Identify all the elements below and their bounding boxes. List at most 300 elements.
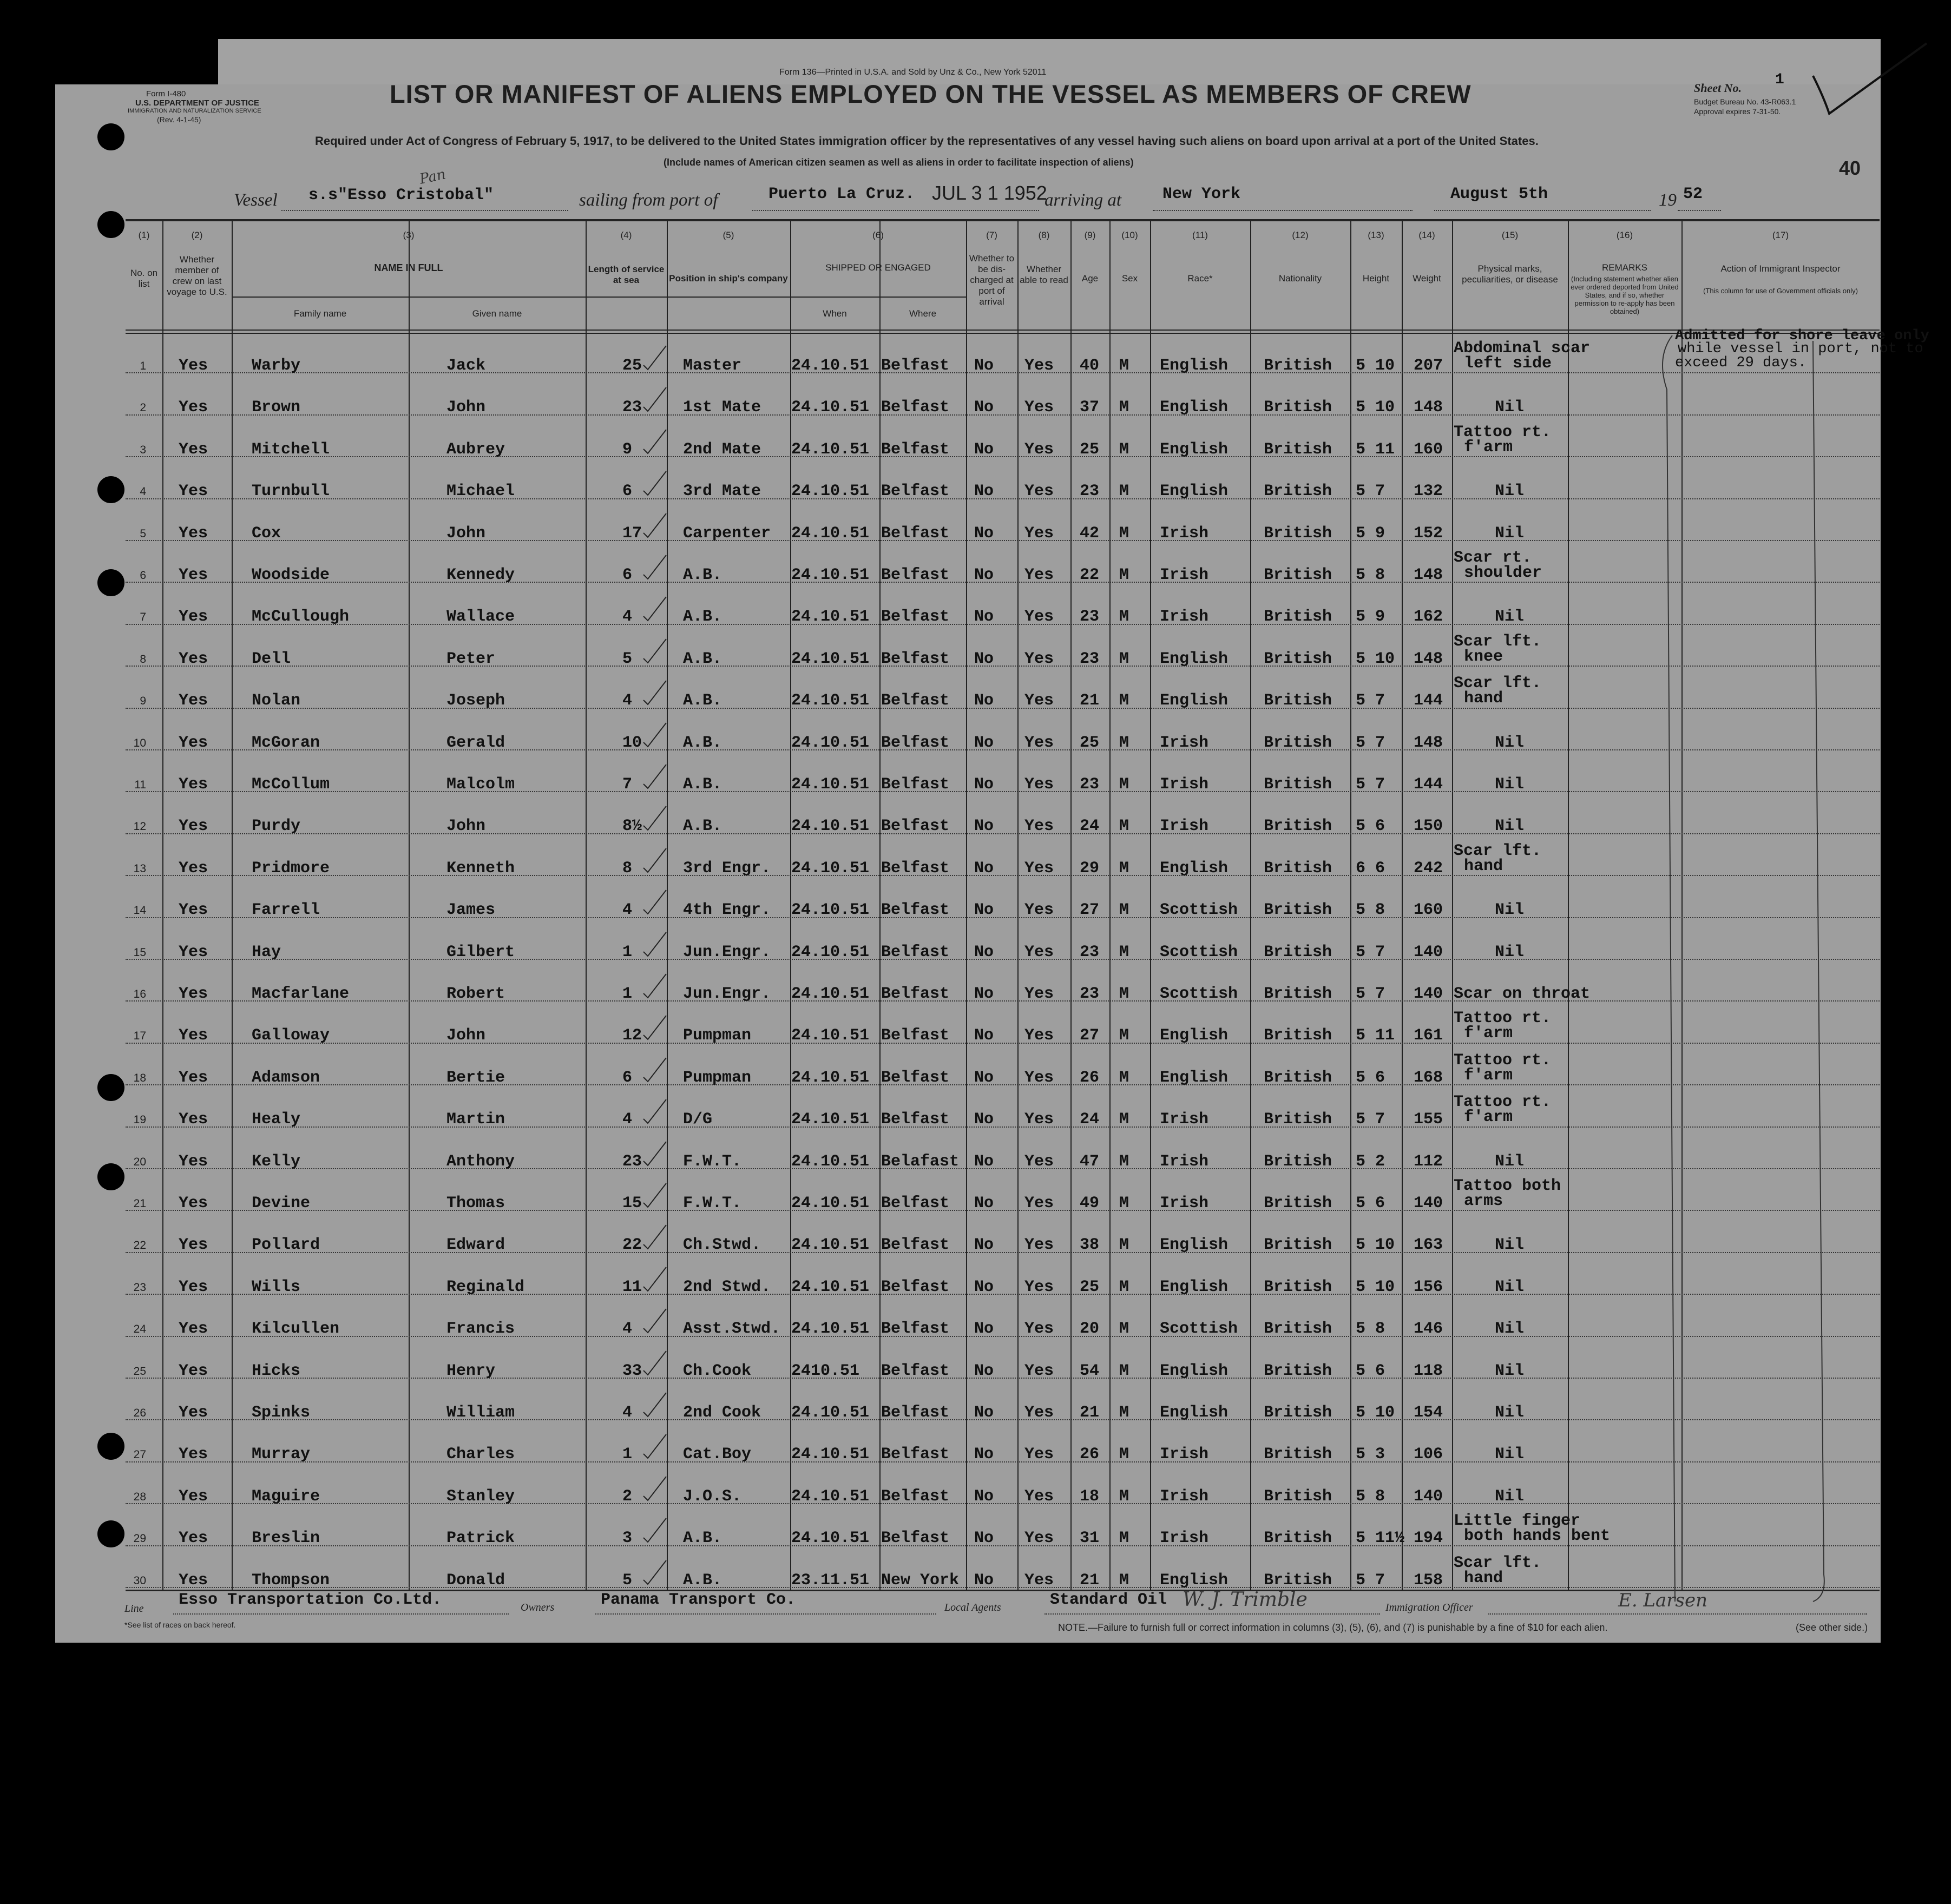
cell-service: 6 — [622, 482, 633, 501]
cell-prev-voyage: Yes — [179, 1068, 208, 1087]
cell-prev-voyage: Yes — [179, 1152, 208, 1171]
column-rule — [1250, 219, 1251, 1590]
punch-hole — [97, 123, 124, 150]
cell-physical-marks: Scar lft. — [1454, 632, 1542, 651]
year-underline — [1678, 210, 1721, 211]
cell-prev-voyage: Yes — [179, 440, 208, 459]
check-tick-icon — [641, 1181, 668, 1208]
form-revision: (Rev. 4-1-45) — [157, 115, 201, 124]
cell-weight: 118 — [1414, 1361, 1443, 1380]
cell-where: Belfast — [881, 440, 950, 459]
row-number: 17 — [133, 1030, 146, 1043]
cell-service: 33 — [622, 1361, 642, 1380]
column-number: (17) — [1772, 230, 1789, 240]
check-tick-icon — [641, 1097, 668, 1124]
cell-height: 5 2 — [1356, 1152, 1385, 1171]
cell-race: English — [1160, 357, 1229, 375]
cell-where: Belfast — [881, 859, 950, 878]
printer-line: Form 136—Printed in U.S.A. and Sold by Unz & Co., New York 52011 — [779, 68, 1047, 77]
vessel-label: Vessel — [234, 190, 278, 210]
column-number: (14) — [1418, 230, 1435, 240]
cell-race: English — [1160, 1361, 1229, 1380]
cell-able-to-read: Yes — [1024, 1487, 1054, 1506]
cell-when: 24.10.51 — [791, 943, 870, 961]
cell-physical-marks: Abdominal scar — [1454, 339, 1591, 358]
row-number: 19 — [133, 1114, 146, 1126]
check-tick-icon — [641, 1223, 668, 1250]
cell-able-to-read: Yes — [1024, 733, 1054, 752]
cell-when: 2410.51 — [791, 1361, 860, 1380]
cell-given-name: John — [446, 398, 486, 417]
cell-position: A.B. — [683, 775, 722, 794]
owners-underline — [595, 1613, 936, 1615]
cell-age: 20 — [1080, 1320, 1100, 1339]
officer-underline — [1488, 1613, 1867, 1615]
cell-able-to-read: Yes — [1024, 1404, 1054, 1422]
row-rule — [126, 456, 1880, 457]
column-position: Position in ship's company — [669, 273, 788, 284]
cell-physical-marks-2: knee — [1464, 647, 1503, 666]
row-rule — [126, 1210, 1880, 1211]
cell-given-name: Michael — [446, 482, 515, 501]
cell-discharge: No — [974, 775, 994, 794]
column-prev-voyage: Whether member of crew on last voyage to U.S. — [167, 254, 227, 297]
cell-discharge: No — [974, 1320, 994, 1339]
action-bracket — [1802, 335, 1845, 1634]
cell-when: 24.10.51 — [791, 1320, 870, 1339]
cell-sex: M — [1119, 608, 1129, 627]
cell-age: 37 — [1080, 398, 1100, 417]
cell-physical-marks: Tattoo rt. — [1454, 1051, 1552, 1070]
cell-sex: M — [1119, 1194, 1129, 1213]
cell-race: Irish — [1160, 775, 1209, 794]
date-stamp: JUL 3 1 1952 — [932, 182, 1047, 204]
cell-given-name: Patrick — [446, 1529, 515, 1548]
column-number: (3) — [403, 230, 415, 240]
column-rule — [162, 219, 163, 1590]
column-sex: Sex — [1121, 273, 1138, 284]
cell-nationality: British — [1264, 1236, 1332, 1255]
cell-where: Belfast — [881, 1236, 950, 1255]
cell-when: 24.10.51 — [791, 901, 870, 920]
row-number: 5 — [140, 527, 146, 540]
column-number: (7) — [986, 230, 997, 240]
cell-position: F.W.T. — [683, 1194, 742, 1213]
cell-age: 21 — [1080, 1571, 1100, 1590]
cell-sex: M — [1119, 1361, 1129, 1380]
cell-physical-marks: Nil — [1495, 1320, 1525, 1339]
cell-race: Irish — [1160, 733, 1209, 752]
cell-height: 5 6 — [1356, 1194, 1385, 1213]
cell-given-name: Wallace — [446, 608, 515, 627]
row-number: 25 — [133, 1365, 146, 1378]
cell-race: Irish — [1160, 524, 1209, 543]
line-company: Esso Transportation Co.Ltd. — [179, 1591, 442, 1609]
column-nationality: Nationality — [1278, 273, 1322, 284]
cell-race: English — [1160, 440, 1229, 459]
cell-nationality: British — [1264, 1487, 1332, 1506]
cell-when: 24.10.51 — [791, 1068, 870, 1087]
cell-position: A.B. — [683, 691, 722, 710]
row-number: 20 — [133, 1155, 146, 1168]
column-rule — [1350, 219, 1351, 1590]
cell-race: Scottish — [1160, 943, 1238, 961]
row-rule — [126, 791, 1880, 792]
check-tick-icon — [641, 721, 668, 748]
cell-given-name: Anthony — [446, 1152, 515, 1171]
cell-family-name: Kelly — [252, 1152, 301, 1171]
cell-position: 2nd Stwd. — [683, 1277, 771, 1296]
fine-note: NOTE.—Failure to furnish full or correct information in columns (3), (5), (6), and (7) is punishable by a fine of $10 for each alien. — [1058, 1622, 1608, 1633]
cell-discharge: No — [974, 1487, 994, 1506]
cell-physical-marks: Nil — [1495, 1487, 1525, 1506]
cell-race: Irish — [1160, 1445, 1209, 1464]
cell-service: 4 — [622, 691, 633, 710]
cell-sex: M — [1119, 691, 1129, 710]
check-tick-icon — [641, 1056, 668, 1083]
cell-sex: M — [1119, 1277, 1129, 1296]
row-number: 1 — [140, 360, 146, 372]
cell-when: 24.10.51 — [791, 1487, 870, 1506]
cell-service: 2 — [622, 1487, 633, 1506]
cell-nationality: British — [1264, 901, 1332, 920]
row-rule — [126, 1378, 1880, 1379]
see-other-side: (See other side.) — [1796, 1622, 1868, 1633]
cell-when: 24.10.51 — [791, 1529, 870, 1548]
cell-physical-marks: Nil — [1495, 524, 1525, 543]
column-shipped-engaged: SHIPPED OR ENGAGED — [825, 262, 931, 273]
cell-physical-marks-2: arms — [1464, 1192, 1503, 1210]
cell-able-to-read: Yes — [1024, 691, 1054, 710]
cell-race: English — [1160, 1404, 1229, 1422]
cell-family-name: Purdy — [252, 817, 301, 836]
cell-weight: 112 — [1414, 1152, 1443, 1171]
check-tick-icon — [641, 1474, 668, 1501]
cell-sex: M — [1119, 901, 1129, 920]
cell-given-name: Kenneth — [446, 859, 515, 878]
cell-where: Belfast — [881, 649, 950, 668]
cell-family-name: Turnbull — [252, 482, 330, 501]
column-height: Height — [1362, 273, 1390, 284]
row-rule — [126, 1168, 1880, 1169]
cell-given-name: Aubrey — [446, 440, 505, 459]
cell-family-name: Healy — [252, 1110, 301, 1129]
cell-physical-marks: Scar lft. — [1454, 841, 1542, 860]
row-rule — [126, 372, 1880, 373]
row-number: 7 — [140, 611, 146, 624]
cell-prev-voyage: Yes — [179, 649, 208, 668]
cell-age: 21 — [1080, 691, 1100, 710]
row-number: 23 — [133, 1281, 146, 1294]
cell-service: 1 — [622, 985, 633, 1003]
cell-race: Irish — [1160, 608, 1209, 627]
cell-service: 4 — [622, 1320, 633, 1339]
arrival-port: New York — [1162, 185, 1241, 203]
cell-discharge: No — [974, 1277, 994, 1296]
cell-discharge: No — [974, 1194, 994, 1213]
agents-underline — [1045, 1613, 1380, 1615]
row-number: 2 — [140, 401, 146, 414]
cell-family-name: McCullough — [252, 608, 350, 627]
cell-height: 5 8 — [1356, 901, 1385, 920]
row-number: 26 — [133, 1407, 146, 1419]
cell-weight: 158 — [1414, 1571, 1443, 1590]
stamp-mark: Pan — [418, 166, 448, 188]
cell-sex: M — [1119, 440, 1129, 459]
cell-nationality: British — [1264, 649, 1332, 668]
cell-weight: 148 — [1414, 398, 1443, 417]
check-tick-icon — [641, 1307, 668, 1334]
row-number: 21 — [133, 1197, 146, 1210]
column-name-in-full: NAME IN FULL — [374, 262, 443, 273]
cell-when: 24.10.51 — [791, 608, 870, 627]
cell-where: Belfast — [881, 1361, 950, 1380]
cell-when: 24.10.51 — [791, 566, 870, 584]
cell-service: 6 — [622, 566, 633, 584]
cell-given-name: John — [446, 817, 486, 836]
cell-service: 5 — [622, 1571, 633, 1590]
cell-family-name: Galloway — [252, 1026, 330, 1045]
cell-age: 23 — [1080, 985, 1100, 1003]
cell-sex: M — [1119, 1487, 1129, 1506]
column-rule — [1568, 219, 1569, 1590]
cell-service: 25 — [622, 357, 642, 375]
cell-nationality: British — [1264, 775, 1332, 794]
row-rule — [126, 1252, 1880, 1253]
cell-prev-voyage: Yes — [179, 1194, 208, 1213]
cell-height: 5 7 — [1356, 733, 1385, 752]
row-number: 24 — [133, 1323, 146, 1336]
cell-when: 24.10.51 — [791, 985, 870, 1003]
column-number: (12) — [1292, 230, 1309, 240]
cell-family-name: Mitchell — [252, 440, 330, 459]
cell-given-name: Bertie — [446, 1068, 505, 1087]
column-able-to-read: Whether able to read — [1020, 264, 1068, 285]
cell-where: Belfast — [881, 566, 950, 584]
cell-discharge: No — [974, 1026, 994, 1045]
cell-when: 24.10.51 — [791, 1110, 870, 1129]
cell-family-name: Maguire — [252, 1487, 320, 1506]
cell-able-to-read: Yes — [1024, 1529, 1054, 1548]
cell-given-name: Robert — [446, 985, 505, 1003]
cell-physical-marks: Nil — [1495, 775, 1525, 794]
cell-nationality: British — [1264, 1320, 1332, 1339]
cell-age: 26 — [1080, 1445, 1100, 1464]
cell-service: 5 — [622, 649, 633, 668]
cell-age: 18 — [1080, 1487, 1100, 1506]
column-action-note: (This column for use of Government officials only) — [1703, 287, 1858, 295]
punch-hole — [97, 211, 124, 238]
cell-where: Belfast — [881, 943, 950, 961]
column-rule — [1150, 219, 1151, 1590]
cell-position: Jun.Engr. — [683, 985, 771, 1003]
column-number: (9) — [1084, 230, 1096, 240]
cell-family-name: Wills — [252, 1277, 301, 1296]
row-rule — [126, 1461, 1880, 1462]
cell-able-to-read: Yes — [1024, 985, 1054, 1003]
cell-service: 4 — [622, 901, 633, 920]
row-number: 30 — [133, 1574, 146, 1587]
column-number: (6) — [872, 230, 884, 240]
row-number: 6 — [140, 569, 146, 582]
cell-nationality: British — [1264, 482, 1332, 501]
cell-where: Belfast — [881, 608, 950, 627]
cell-sex: M — [1119, 1026, 1129, 1045]
cell-where: Belfast — [881, 1320, 950, 1339]
port-underline — [752, 210, 1039, 211]
cell-service: 10 — [622, 733, 642, 752]
cell-when: 24.10.51 — [791, 691, 870, 710]
cell-physical-marks: Nil — [1495, 817, 1525, 836]
cell-weight: 156 — [1414, 1277, 1443, 1296]
cell-position: Asst.Stwd. — [683, 1320, 781, 1339]
cell-family-name: Breslin — [252, 1529, 320, 1548]
cell-able-to-read: Yes — [1024, 901, 1054, 920]
cell-position: 3rd Engr. — [683, 859, 771, 878]
cell-family-name: Warby — [252, 357, 301, 375]
cell-able-to-read: Yes — [1024, 775, 1054, 794]
column-rule — [1017, 219, 1019, 1590]
row-number: 3 — [140, 443, 146, 456]
cell-weight: 146 — [1414, 1320, 1443, 1339]
cell-discharge: No — [974, 649, 994, 668]
cell-weight: 148 — [1414, 649, 1443, 668]
cell-race: Irish — [1160, 1152, 1209, 1171]
row-number: 10 — [133, 736, 146, 749]
cell-physical-marks: Tattoo rt. — [1454, 423, 1552, 442]
cell-prev-voyage: Yes — [179, 943, 208, 961]
cell-height: 5 6 — [1356, 1361, 1385, 1380]
cell-able-to-read: Yes — [1024, 1361, 1054, 1380]
cell-race: Scottish — [1160, 901, 1238, 920]
cell-where: Belfast — [881, 901, 950, 920]
cell-given-name: Edward — [446, 1236, 505, 1255]
shipped-subheader-rule — [790, 297, 966, 298]
column-number: (16) — [1616, 230, 1633, 240]
cell-physical-marks: Tattoo rt. — [1454, 1009, 1552, 1028]
column-number: (11) — [1192, 230, 1208, 240]
cell-height: 5 10 — [1356, 357, 1395, 375]
cell-nationality: British — [1264, 1152, 1332, 1171]
cell-nationality: British — [1264, 1277, 1332, 1296]
cell-family-name: Nolan — [252, 691, 301, 710]
table-top-rule — [126, 219, 1880, 221]
cell-when: 24.10.51 — [791, 524, 870, 543]
cell-weight: 160 — [1414, 901, 1443, 920]
cell-given-name: Jack — [446, 357, 486, 375]
cell-height: 5 8 — [1356, 1487, 1385, 1506]
officer-signature: E. Larsen — [1618, 1590, 1708, 1611]
cell-family-name: Thompson — [252, 1571, 330, 1590]
cell-race: English — [1160, 398, 1229, 417]
cell-sex: M — [1119, 566, 1129, 584]
cell-race: Irish — [1160, 566, 1209, 584]
cell-age: 22 — [1080, 566, 1100, 584]
cell-physical-marks: Nil — [1495, 733, 1525, 752]
cell-height: 5 9 — [1356, 608, 1385, 627]
cell-race: English — [1160, 859, 1229, 878]
cell-prev-voyage: Yes — [179, 1487, 208, 1506]
remarks-line-2: while vessel in port, not to — [1678, 341, 1923, 357]
cell-service: 7 — [622, 775, 633, 794]
cell-given-name: Peter — [446, 649, 496, 668]
cell-discharge: No — [974, 1571, 994, 1590]
cell-given-name: Thomas — [446, 1194, 505, 1213]
cell-position: 2nd Mate — [683, 440, 761, 459]
column-length-of-service: Length of service at sea — [588, 264, 665, 285]
arrival-date: August 5th — [1450, 185, 1548, 203]
cell-race: English — [1160, 1068, 1229, 1087]
cell-prev-voyage: Yes — [179, 608, 208, 627]
sailing-label: sailing from port of — [579, 190, 718, 210]
check-tick-icon — [641, 1516, 668, 1543]
form-number: Form I-480 — [146, 89, 186, 98]
cell-weight: 148 — [1414, 566, 1443, 584]
cell-service: 8½ — [622, 817, 642, 836]
cell-weight: 148 — [1414, 733, 1443, 752]
check-tick-icon — [641, 385, 668, 412]
cell-when: 24.10.51 — [791, 1445, 870, 1464]
cell-able-to-read: Yes — [1024, 1277, 1054, 1296]
cell-weight: 140 — [1414, 985, 1443, 1003]
cell-discharge: No — [974, 691, 994, 710]
cell-discharge: No — [974, 1445, 994, 1464]
cell-height: 5 10 — [1356, 398, 1395, 417]
cell-position: 2nd Cook — [683, 1404, 761, 1422]
cell-position: A.B. — [683, 817, 722, 836]
cell-where: Belfast — [881, 357, 950, 375]
cell-race: Scottish — [1160, 1320, 1238, 1339]
cell-race: Irish — [1160, 1110, 1209, 1129]
cell-discharge: No — [974, 985, 994, 1003]
remarks-bracket — [1634, 325, 1683, 1623]
column-remarks-note: (Including statement whether alien ever ordered deported from United States, and if so, whether permission to re-apply has been obtained) — [1571, 275, 1679, 315]
cell-family-name: Hicks — [252, 1361, 301, 1380]
column-number: (15) — [1501, 230, 1519, 240]
cell-physical-marks: Nil — [1495, 901, 1525, 920]
cell-when: 24.10.51 — [791, 357, 870, 375]
cell-able-to-read: Yes — [1024, 1571, 1054, 1590]
cell-sex: M — [1119, 482, 1129, 501]
cell-when: 23.11.51 — [791, 1571, 870, 1590]
cell-when: 24.10.51 — [791, 1277, 870, 1296]
check-tick-icon — [641, 427, 668, 454]
cell-position: Ch.Cook — [683, 1361, 752, 1380]
cell-position: 1st Mate — [683, 398, 761, 417]
header-bottom-rule — [126, 333, 1880, 334]
cell-service: 4 — [622, 1404, 633, 1422]
cell-weight: 132 — [1414, 482, 1443, 501]
cell-discharge: No — [974, 482, 994, 501]
sheet-label: Sheet No. — [1694, 81, 1742, 95]
column-rule — [966, 219, 967, 1590]
cell-prev-voyage: Yes — [179, 482, 208, 501]
cell-nationality: British — [1264, 357, 1332, 375]
row-rule — [126, 917, 1880, 918]
cell-physical-marks: Nil — [1495, 482, 1525, 501]
cell-service: 15 — [622, 1194, 642, 1213]
cell-family-name: Cox — [252, 524, 281, 543]
check-tick-icon — [641, 1391, 668, 1418]
cell-age: 23 — [1080, 608, 1100, 627]
cell-given-name: James — [446, 901, 496, 920]
cell-prev-voyage: Yes — [179, 398, 208, 417]
remarks-line-1: Admitted for shore leave only — [1675, 328, 1929, 344]
row-number: 22 — [133, 1239, 146, 1252]
owners: Panama Transport Co. — [601, 1591, 796, 1609]
cell-service: 23 — [622, 1152, 642, 1171]
cell-family-name: Brown — [252, 398, 301, 417]
